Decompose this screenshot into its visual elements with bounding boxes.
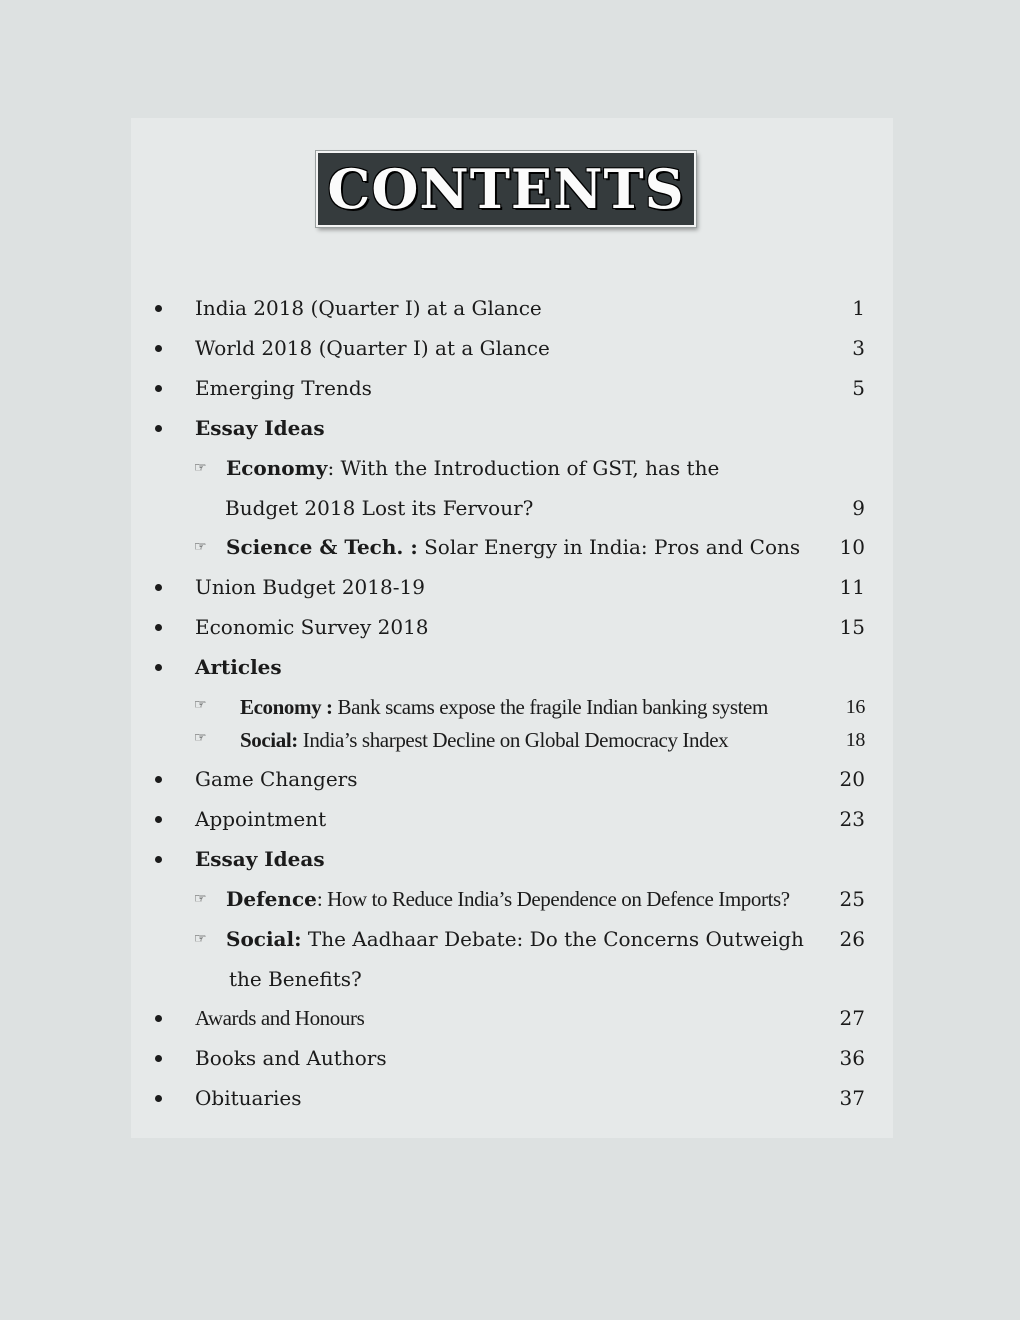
toc-page-number: 15 <box>839 615 865 639</box>
toc-subject: Defence <box>226 887 317 911</box>
toc-title: India 2018 (Quarter I) at a Glance <box>195 296 542 320</box>
toc-page-number: 26 <box>839 927 865 951</box>
toc-title: Emerging Trends <box>195 376 372 400</box>
pointing-hand-icon: ☞ <box>194 539 207 555</box>
toc-title: Books and Authors <box>195 1046 387 1070</box>
toc-subentry[interactable] <box>131 456 893 520</box>
toc-subtitle: : How to Reduce India’s Dependence on Defence Imports? <box>316 887 790 911</box>
toc-title: Game Changers <box>195 767 358 791</box>
toc-page-number: 20 <box>839 767 865 791</box>
bullet-icon <box>155 425 162 432</box>
toc-page-number: 9 <box>852 496 865 520</box>
toc-page-number: 36 <box>839 1046 865 1070</box>
contents-page <box>131 118 893 1138</box>
toc-page-number: 25 <box>839 887 865 911</box>
toc-page-number: 10 <box>839 535 865 559</box>
table-of-contents <box>131 118 893 1138</box>
toc-page-number: 37 <box>839 1086 865 1110</box>
toc-section-title: Articles <box>195 655 282 679</box>
bullet-icon <box>155 385 162 392</box>
bullet-icon <box>155 856 162 863</box>
toc-title: Appointment <box>195 807 327 831</box>
toc-subtitle: Solar Energy in India: Pros and Cons <box>417 535 801 559</box>
pointing-hand-icon: ☞ <box>194 931 207 947</box>
toc-subtitle-continued: the Benefits? <box>229 967 362 991</box>
toc-page-number: 5 <box>852 376 865 400</box>
toc-page-number: 11 <box>839 575 865 599</box>
toc-subtitle: Bank scams expose the fragile Indian banking system <box>332 695 768 719</box>
bullet-icon <box>155 1015 162 1022</box>
pointing-hand-icon: ☞ <box>194 460 207 476</box>
toc-subtitle: India’s sharpest Decline on Global Democracy Index <box>297 728 729 752</box>
toc-subject: Science & Tech. : <box>226 535 418 559</box>
toc-title: Union Budget 2018-19 <box>195 575 425 599</box>
bullet-icon <box>155 816 162 823</box>
toc-section-title: Essay Ideas <box>195 416 325 440</box>
toc-page-number: 27 <box>839 1006 865 1030</box>
bullet-icon <box>155 1055 162 1062</box>
bullet-icon <box>155 1095 162 1102</box>
bullet-icon <box>155 584 162 591</box>
pointing-hand-icon: ☞ <box>194 891 207 907</box>
toc-page-number: 1 <box>852 296 865 320</box>
bullet-icon <box>155 776 162 783</box>
toc-title: Economic Survey 2018 <box>195 615 429 639</box>
toc-page-number: 18 <box>845 729 865 751</box>
toc-subentry[interactable] <box>131 927 893 991</box>
pointing-hand-icon: ☞ <box>194 698 207 713</box>
toc-subtitle-continued: Budget 2018 Lost its Fervour? <box>225 496 534 520</box>
toc-title: World 2018 (Quarter I) at a Glance <box>195 336 550 360</box>
toc-subject: Economy <box>226 456 328 480</box>
toc-page-number: 23 <box>839 807 865 831</box>
toc-title: Awards and Honours <box>195 1006 365 1030</box>
toc-subject: Social: <box>240 728 298 752</box>
bullet-icon <box>155 345 162 352</box>
toc-page-number: 16 <box>845 696 865 718</box>
toc-subject: Social: <box>226 927 302 951</box>
toc-subtitle: The Aadhaar Debate: Do the Concerns Outweigh <box>301 927 804 951</box>
pointing-hand-icon: ☞ <box>194 731 207 746</box>
toc-page-number: 3 <box>852 336 865 360</box>
bullet-icon <box>155 305 162 312</box>
contents-heading: CONTENTS <box>327 157 685 221</box>
toc-section-title: Essay Ideas <box>195 847 325 871</box>
bullet-icon <box>155 624 162 631</box>
toc-subject: Economy : <box>240 695 333 719</box>
bullet-icon <box>155 664 162 671</box>
toc-subtitle: : With the Introduction of GST, has the <box>327 456 720 480</box>
toc-title: Obituaries <box>195 1086 302 1110</box>
